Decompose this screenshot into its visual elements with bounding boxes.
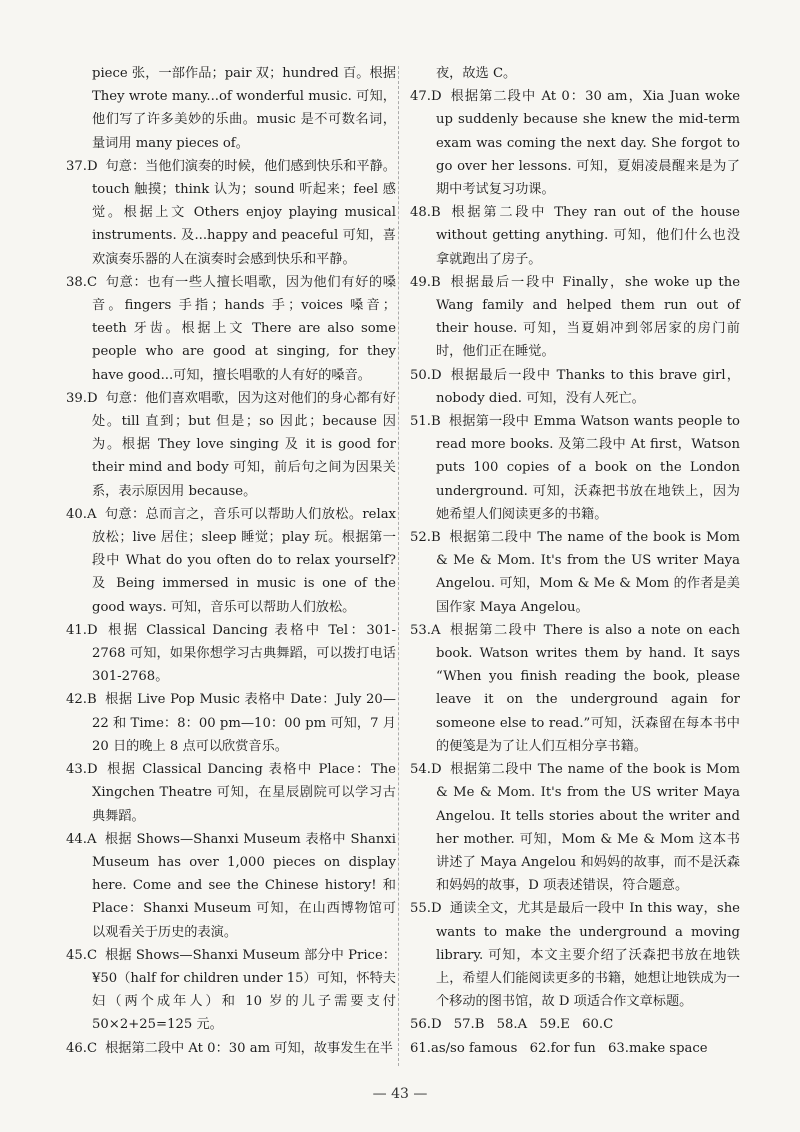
answer-number: 49.B	[410, 274, 441, 290]
answer-explanation: 句意：当他们演奏的时候，他们感到快乐和平静。touch 触摸；think 认为；sound 听起来；feel 感觉。根据上文 Others enjoy playing musical instruments. 及...happy and peaceful 可知，喜欢演奏乐器的人在演奏时会感到快乐和平静。	[92, 158, 396, 267]
choice-answers-row	[410, 1013, 740, 1036]
answer-item	[410, 271, 740, 364]
answer-number: 40.A	[66, 506, 97, 522]
answer-number: 44.A	[66, 831, 97, 847]
column-divider	[398, 66, 399, 1066]
answer-number: 46.C	[66, 1040, 98, 1056]
answer-explanation: 根据 Live Pop Music 表格中 Date：July 20—22 和 Time：8：00 pm—10：00 pm 可知，7 月 20 日的晚上 8 点可以欣赏音乐。	[92, 692, 396, 754]
answer-number: 48.B	[410, 205, 441, 221]
left-column	[66, 62, 396, 1060]
answer-explanation: 根据 Shows—Shanxi Museum 表格中 Shanxi Museum has over 1,000 pieces on display here. Come and see the Chinese history! 和 Place：Shanxi Museum 可知，在山西博物馆可以观看关于历史的表演。	[92, 831, 396, 940]
answer-item	[66, 1037, 396, 1060]
answer-explanation: 句意：总而言之，音乐可以帮助人们放松。relax 放松；live 居住；sleep 睡觉；play 玩。根据第一段中 What do you often do to relax yourself? 及 Being immersed in music is one of the good ways. 可知，音乐可以帮助人们放松。	[92, 506, 396, 615]
answer-number: 51.B	[410, 414, 441, 430]
answer-item	[410, 201, 740, 271]
short-answer: 56.D	[410, 1017, 442, 1033]
answer-number: 39.D	[66, 390, 98, 406]
answer-number: 54.D	[410, 762, 442, 778]
short-answer: 58.A	[496, 1017, 528, 1033]
answer-number: 47.D	[410, 89, 442, 105]
answer-item	[66, 271, 396, 387]
answer-item	[410, 897, 740, 1013]
answer-item	[410, 364, 740, 410]
answer-item	[66, 758, 396, 828]
answer-item	[66, 828, 396, 944]
answer-number: 45.C	[66, 947, 98, 963]
answer-number: 37.D	[66, 158, 98, 174]
answer-number: 38.C	[66, 274, 98, 290]
answer-explanation: 根据 Classical Dancing 表格中 Tel：301-2768 可知，如果你想学习古典舞蹈，可以拨打电话 301-2768。	[92, 622, 396, 685]
short-answer: 57.B	[453, 1017, 485, 1033]
answer-number: 53.A	[410, 622, 441, 638]
answer-explanation: 根据最后一段中 Thanks to this brave girl，nobody died. 可知，没有人死亡。	[436, 367, 740, 406]
fill-answer: 62.for fun	[529, 1040, 596, 1056]
answer-number: 52.B	[410, 530, 441, 546]
answer-explanation: 句意：他们喜欢唱歌，因为这对他们的身心都有好处。till 直到；but 但是；so 因此；because 因为。根据 They love singing 及 it is good for their mind and body 可知，前后句之间为因果关系，表示原因用 because。	[92, 390, 396, 499]
answer-item	[410, 526, 740, 619]
answer-item	[66, 387, 396, 503]
answer-number: 41.D	[66, 622, 98, 638]
answer-item	[66, 619, 396, 689]
continued-text: piece 张，一部作品；pair 双；hundred 百。根据 They wrote many...of wonderful music. 可知，他们写了许多美妙的乐曲。music 是不可数名词，量词用 many pieces of。	[92, 66, 396, 151]
answer-item	[410, 410, 740, 526]
right-column	[410, 62, 740, 1060]
right-answer-list	[410, 85, 740, 1013]
answer-item	[66, 155, 396, 271]
fill-answer: 61.as/so famous	[410, 1040, 518, 1056]
short-answer: 60.C	[582, 1017, 614, 1033]
answer-number: 42.B	[66, 692, 97, 708]
left-answer-list	[66, 155, 396, 1060]
answer-number: 50.D	[410, 367, 442, 383]
continued-text: 夜，故选 C。	[436, 66, 517, 81]
answer-explanation: 根据第一段中 Emma Watson wants people to read more books. 及第二段中 At first，Watson puts 100 copies of a book on the London underground. 可知，沃森把书放在地铁上，因为她希望人们阅读更多的书籍。	[436, 414, 740, 522]
page-number: — 43 —	[372, 1086, 428, 1102]
answer-item	[66, 688, 396, 758]
answer-item	[66, 503, 396, 619]
short-answer: 59.E	[539, 1017, 570, 1033]
answer-explanation: 根据第二段中 There is also a note on each book. Watson writes them by hand. It says “When you finish reading the book, please leave it on the underground again for someone else to read.”可知，沃森留在每本书中的便笺是为了让人们互相分享书籍。	[436, 622, 740, 754]
answer-explanation: 根据 Shows—Shanxi Museum 部分中 Price：¥50（half for children under 15）可知，怀特夫妇（两个成年人）和 10 岁的儿子需要支付 50×2+25=125 元。	[92, 947, 396, 1033]
answer-number: 43.D	[66, 762, 98, 778]
answer-explanation: 根据第二段中 At 0：30 am，Xia Juan woke up suddenly because she knew the mid-term exam was coming the next day. She forgot to go over her lessons. 可知，夏娟凌晨醒来是为了期中考试复习功课。	[436, 89, 740, 198]
answer-item	[410, 85, 740, 201]
answer-number: 55.D	[410, 901, 442, 917]
answer-explanation: 根据第二段中 At 0：30 am 可知，故事发生在半	[105, 1040, 393, 1056]
answer-explanation: 根据第二段中 They ran out of the house without getting anything. 可知，他们什么也没拿就跑出了房子。	[436, 205, 740, 267]
answer-explanation: 根据最后一段中 Finally，she woke up the Wang family and helped them run out of their house. 可知，当夏娟冲到邻居家的房门前时，他们正在睡觉。	[436, 274, 740, 360]
answer-explanation: 根据 Classical Dancing 表格中 Place：The Xingchen Theatre 可知，在星辰剧院可以学习古典舞蹈。	[92, 762, 396, 824]
answer-item	[410, 619, 740, 758]
fill-answers-row	[410, 1037, 740, 1060]
answer-explanation: 根据第二段中 The name of the book is Mom & Me & Mom. It's from the US writer Maya Angelou. It tells stories about the writer and her mother. 可知，Mom & Me & Mom 这本书讲述了 Maya Angelou 和妈妈的故事，而不是沃森和妈妈的故事，D 项表述错误，符合题意。	[436, 762, 740, 894]
answer-explanation: 通读全文，尤其是最后一段中 In this way，she wants to make the underground a moving library. 可知，本文主要介绍了沃森把书放在地铁上，希望人们能阅读更多的书籍，她想让地铁成为一个移动的图书馆，故 D 项适合作文章标题。	[436, 901, 740, 1010]
answer-item	[410, 758, 740, 897]
answer-explanation: 根据第二段中 The name of the book is Mom & Me & Mom. It's from the US writer Maya Angelou. 可知，Mom & Me & Mom 的作者是美国作家 Maya Angelou。	[436, 530, 740, 615]
fill-answer: 63.make space	[607, 1040, 708, 1056]
answer-explanation: 句意：也有一些人擅长唱歌，因为他们有好的嗓音。fingers 手指；hands 手；voices 嗓音；teeth 牙齿。根据上文 There are also some people who are good at singing, for they have good...可知，擅长唱歌的人有好的嗓音。	[92, 274, 396, 383]
answer-item	[66, 944, 396, 1037]
